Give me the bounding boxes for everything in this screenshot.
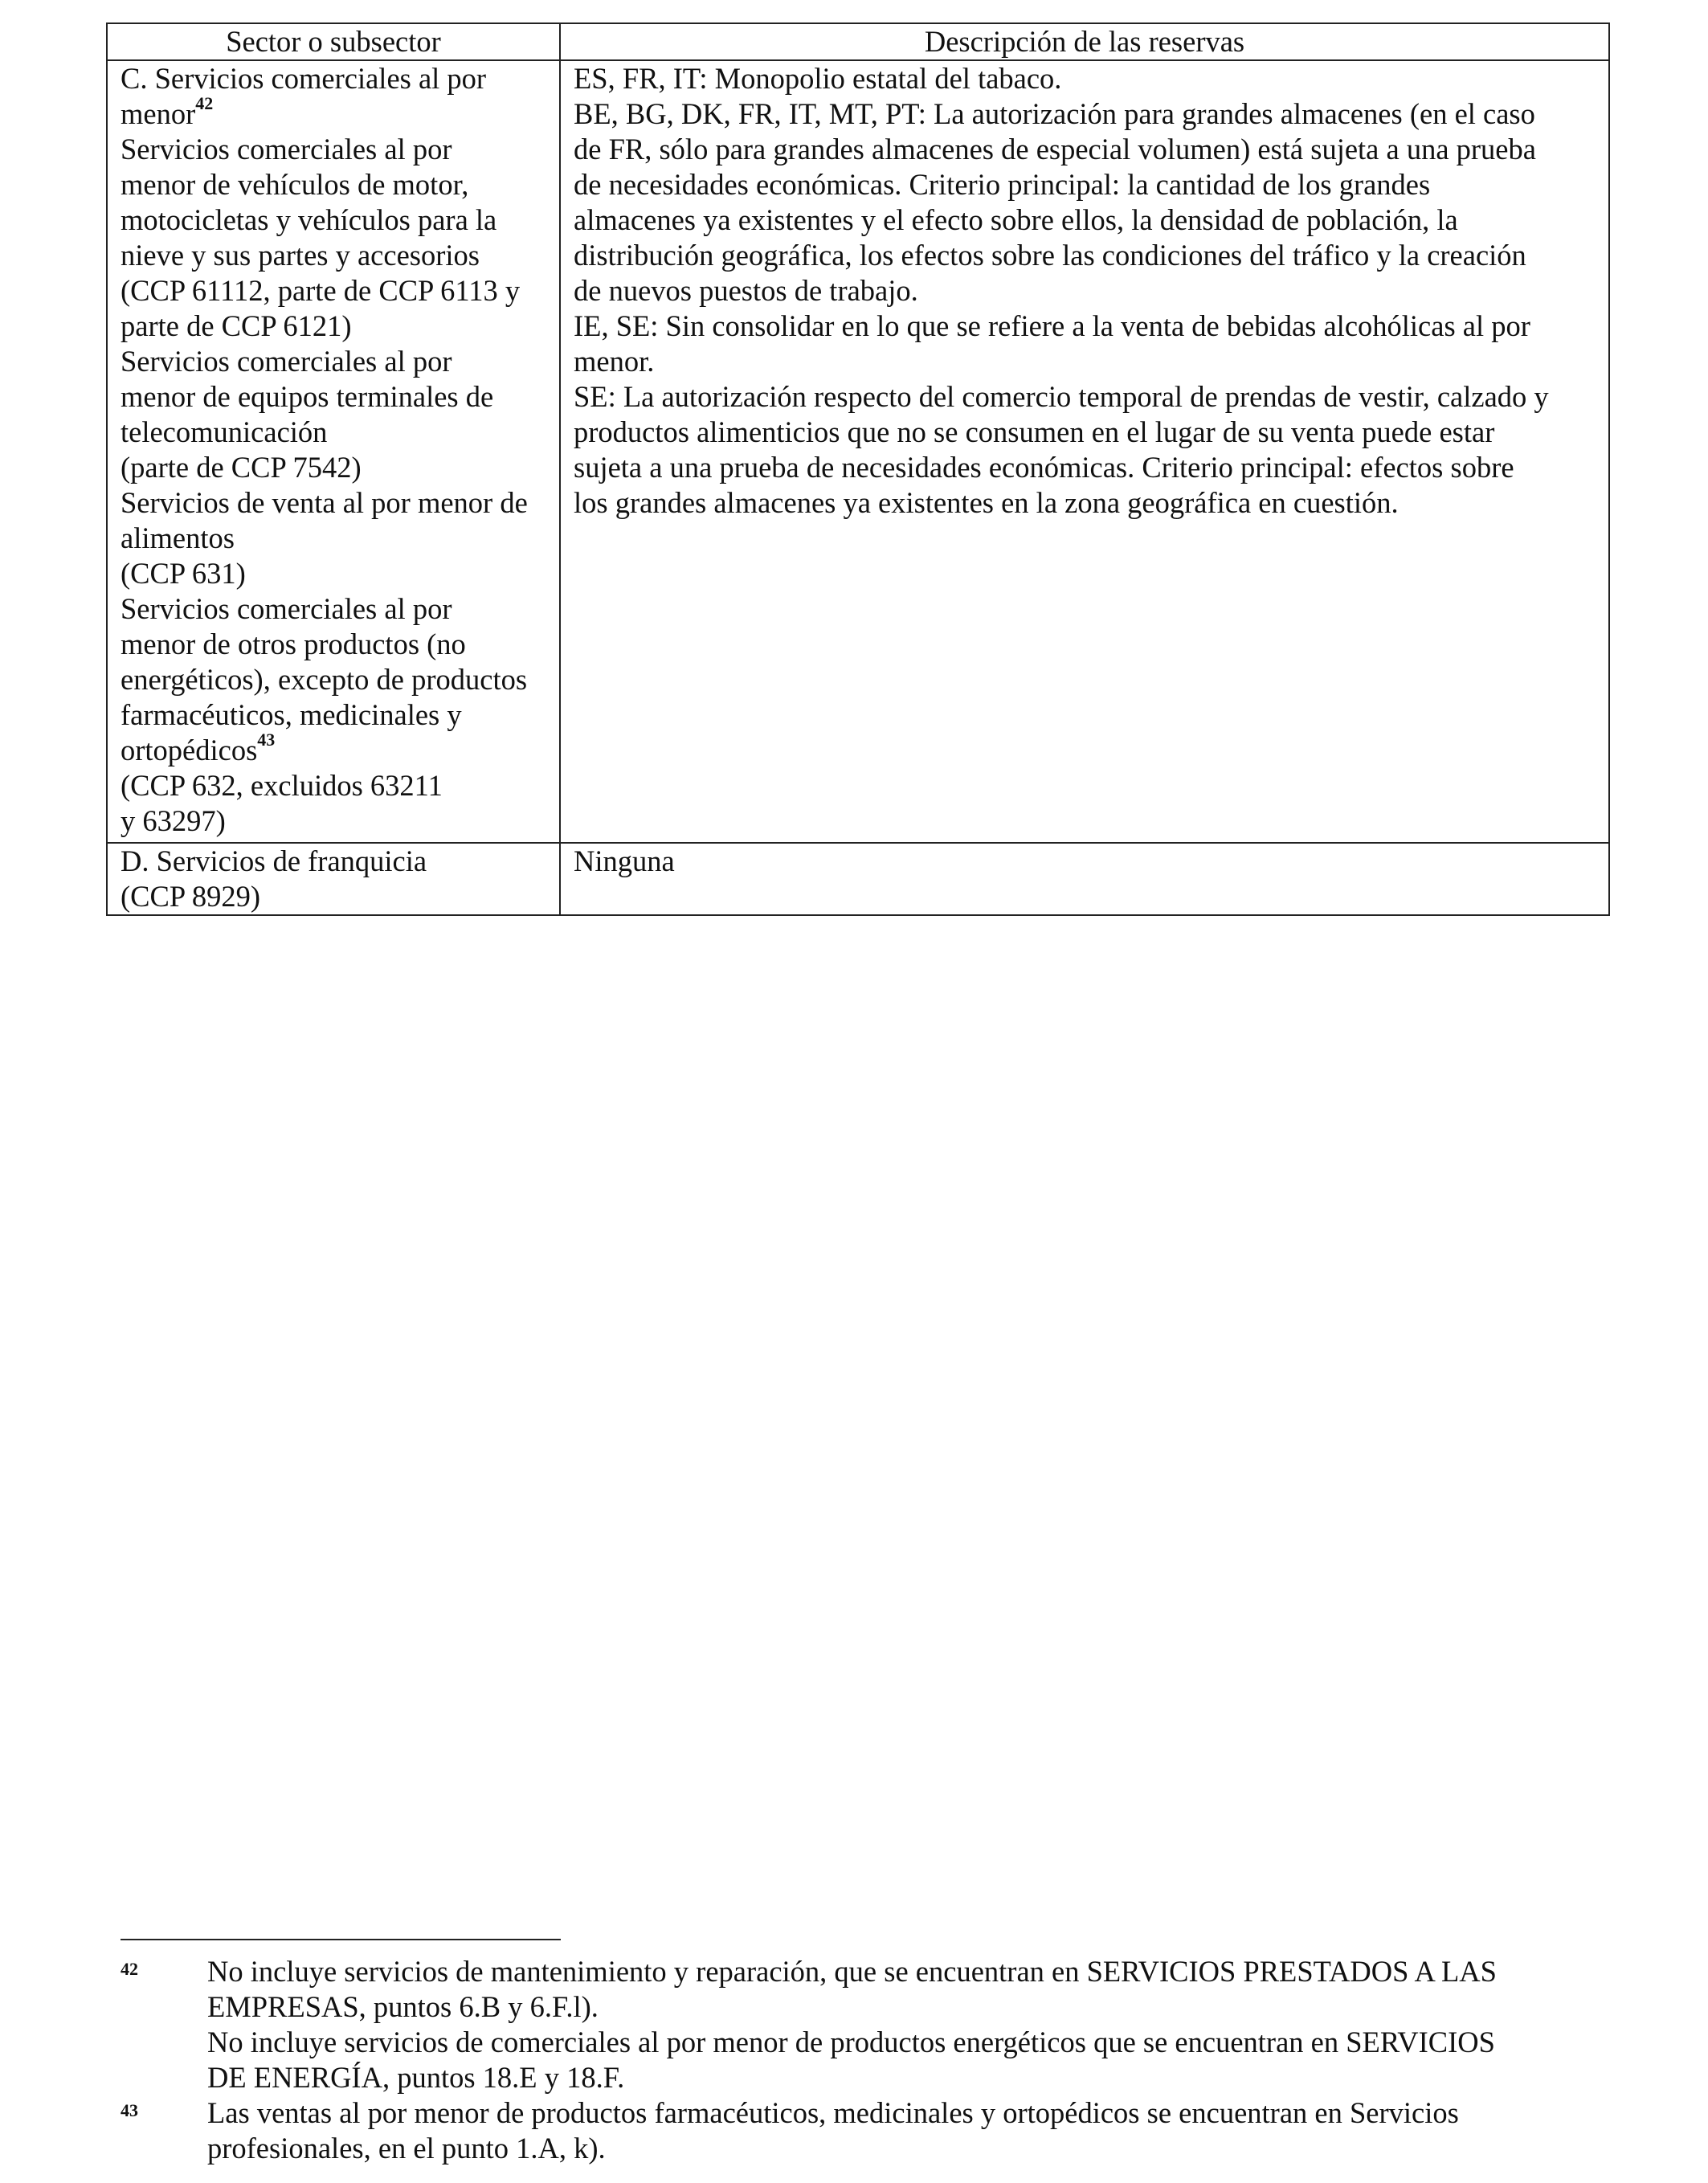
description-line: menor. (574, 345, 655, 378)
description-line: de nuevos puestos de trabajo. (574, 274, 918, 307)
description-line: productos alimenticios que no se consumen en el lugar de su venta puede estar (574, 415, 1495, 448)
description-line: ES, FR, IT: Monopolio estatal del tabaco. (574, 62, 1062, 95)
description-line: IE, SE: Sin consolidar en lo que se refiere a la venta de bebidas alcohólicas al por (574, 309, 1530, 342)
sector-line: (CCP 632, excluidos 63211 (121, 769, 443, 802)
sector-line: Servicios comerciales al por (121, 133, 452, 166)
footnote-42 (121, 1954, 1615, 2095)
footnote-line: DE ENERGÍA, puntos 18.E y 18.F. (207, 2061, 625, 2094)
footnote-number: 43 (121, 2100, 138, 2120)
sector-line: menor$^{42}$ (121, 93, 214, 130)
description-cell (560, 843, 1609, 915)
description-line: de necesidades económicas. Criterio principal: la cantidad de los grandes (574, 168, 1431, 201)
description-line: de FR, sólo para grandes almacenes de especial volumen) está sujeta a una prueba (574, 133, 1536, 166)
sector-line: (CCP 631) (121, 557, 246, 590)
sector-line: ortopédicos$^{43}$ (121, 730, 276, 767)
sector-line: Servicios de venta al por menor de (121, 486, 528, 519)
reservations-table (106, 22, 1610, 916)
description-line: SE: La autorización respecto del comercio temporal de prendas de vestir, calzado y (574, 380, 1549, 413)
description-line: almacenes ya existentes y el efecto sobre ellos, la densidad de población, la (574, 203, 1458, 236)
sector-line: Servicios comerciales al por (121, 345, 452, 378)
sector-line: alimentos (121, 521, 235, 554)
sector-line: (CCP 8929) (121, 880, 261, 913)
sector-cell (107, 60, 560, 843)
footnote-ref-43: 43 (257, 730, 276, 750)
sector-line: Servicios comerciales al por (121, 592, 452, 625)
footnote-43 (121, 2095, 1615, 2166)
header-description: Descripción de las reservas (560, 23, 1609, 60)
footnote-line: No incluye servicios de mantenimiento y reparación, que se encuentran en SERVICIOS PRESTADOS A LAS (207, 1955, 1497, 1988)
table-row (107, 843, 1609, 915)
sector-line: motocicletas y vehículos para la (121, 203, 497, 236)
sector-line: (parte de CCP 7542) (121, 451, 362, 484)
footnote-line: No incluye servicios de comerciales al por menor de productos energéticos que se encuentran en SERVICIOS (207, 2026, 1495, 2058)
footnote-line: Las ventas al por menor de productos farmacéuticos, medicinales y ortopédicos se encuentran en Servicios (207, 2096, 1459, 2129)
footnotes (121, 1954, 1615, 2166)
footnote-separator (121, 1939, 561, 1940)
description-line: sujeta a una prueba de necesidades económicas. Criterio principal: efectos sobre (574, 451, 1514, 484)
sector-cell (107, 843, 560, 915)
sector-line: parte de CCP 6121) (121, 309, 352, 342)
header-sector: Sector o subsector (107, 23, 560, 60)
footnote-line: profesionales, en el punto 1.A, k). (207, 2132, 606, 2165)
description-line: distribución geográfica, los efectos sobre las condiciones del tráfico y la creación (574, 239, 1526, 272)
footnote-ref-42: 42 (195, 93, 214, 113)
sector-line: menor de equipos terminales de (121, 380, 494, 413)
sector-line: menor de otros productos (no (121, 628, 466, 660)
sector-line: farmacéuticos, medicinales y (121, 698, 462, 731)
footnote-line: EMPRESAS, puntos 6.B y 6.F.l). (207, 1990, 599, 2023)
sector-line: telecomunicación (121, 415, 328, 448)
sector-line: D. Servicios de franquicia (121, 844, 427, 877)
sector-line: (CCP 61112, parte de CCP 6113 y (121, 274, 521, 307)
description-line: BE, BG, DK, FR, IT, MT, PT: La autorización para grandes almacenes (en el caso (574, 97, 1535, 130)
description-line: los grandes almacenes ya existentes en la zona geográfica en cuestión. (574, 486, 1399, 519)
sector-line: C. Servicios comerciales al por (121, 62, 487, 95)
description-line: Ninguna (574, 844, 675, 877)
sector-line: y 63297) (121, 804, 226, 837)
sector-line: menor de vehículos de motor, (121, 168, 469, 201)
footnote-number: 42 (121, 1959, 138, 1979)
table-header-row (107, 23, 1609, 60)
sector-line: energéticos), excepto de productos (121, 663, 528, 696)
sector-line: nieve y sus partes y accesorios (121, 239, 480, 272)
description-cell (560, 60, 1609, 843)
table-row (107, 60, 1609, 843)
